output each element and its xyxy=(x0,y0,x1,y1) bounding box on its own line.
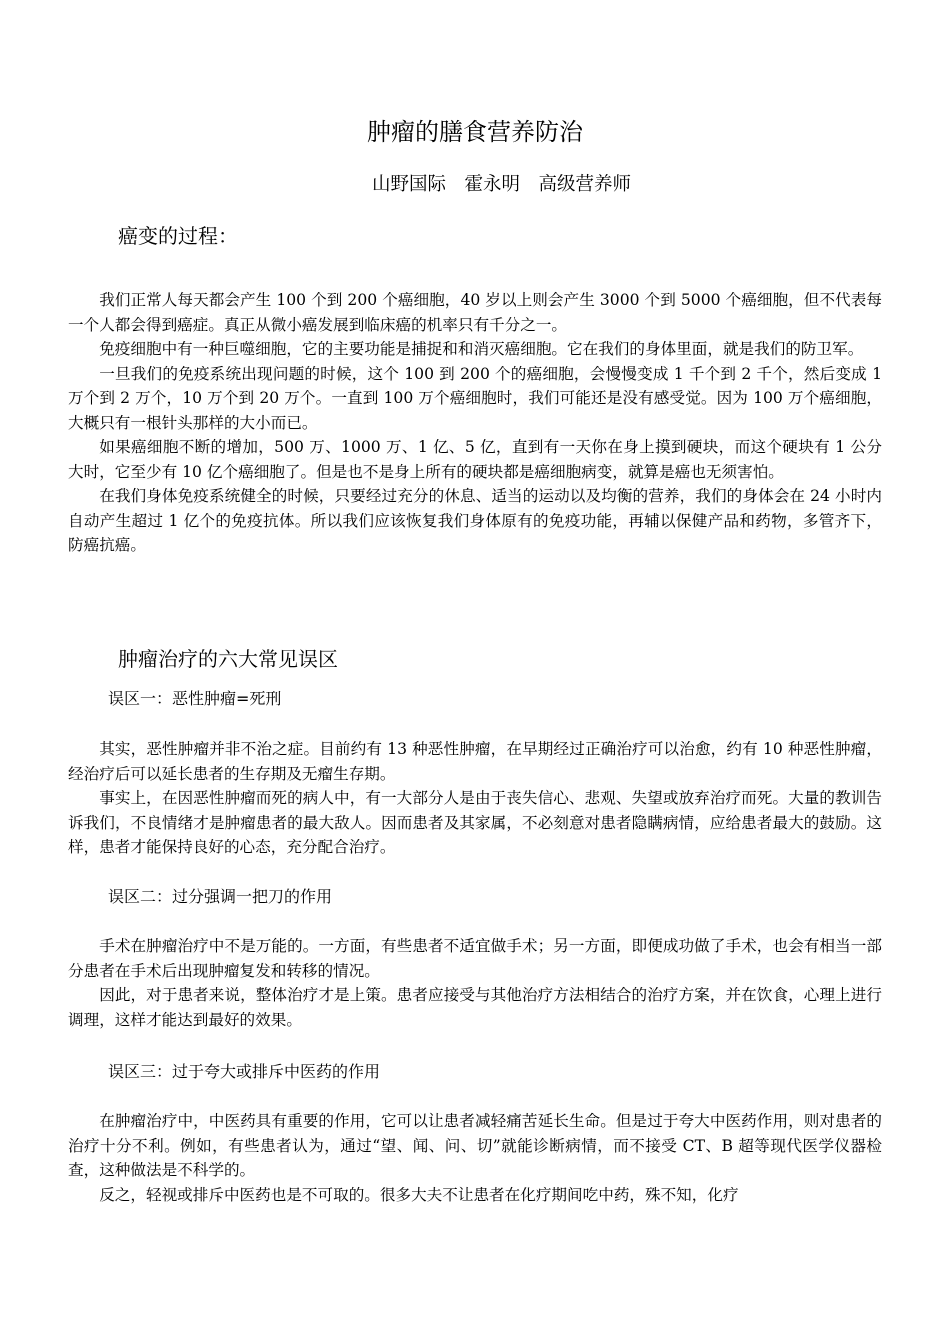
paragraph: 一旦我们的免疫系统出现问题的时候，这个 100 到 200 个的癌细胞，会慢慢变成 1 千个到 2 千个，然后变成 1 万个到 2 万个，10 万个到 20 万个。一直到 100 万个癌细胞时，我们可能还是没有感受觉。因为 100 万个癌细胞，大概只有一根针头那样的大小而已。 xyxy=(68,364,882,432)
misconception-1-heading: 误区一：恶性肿瘤=死刑 xyxy=(108,689,282,708)
carcinogenesis-body xyxy=(68,288,882,558)
paragraph: 我们正常人每天都会产生 100 个到 200 个癌细胞，40 岁以上则会产生 3000 个到 5000 个癌细胞，但不代表每一个人都会得到癌症。真正从微小癌发展到临床癌的机率只有千分之一。 xyxy=(68,291,882,334)
paragraph: 反之，轻视或排斥中医药也是不可取的。很多大夫不让患者在化疗期间吃中药，殊不知，化疗 xyxy=(99,1185,739,1204)
section-heading-misconceptions: 肿瘤治疗的六大常见误区 xyxy=(118,647,338,671)
misconception-3-heading: 误区三：过于夸大或排斥中医药的作用 xyxy=(108,1062,381,1081)
paragraph: 如果癌细胞不断的增加，500 万、1000 万、1 亿、5 亿，直到有一天你在身上摸到硬块，而这个硬块有 1 公分大时，它至少有 10 亿个癌细胞了。但是也不是身上所有的硬块都是癌细胞病变，就算是癌也无须害怕。 xyxy=(68,438,882,481)
misconception-2-body xyxy=(68,934,882,1032)
misconception-2-heading: 误区二：过分强调一把刀的作用 xyxy=(108,887,333,906)
paragraph: 因此，对于患者来说，整体治疗才是上策。患者应接受与其他治疗方法相结合的治疗方案，并在饮食，心理上进行调理，这样才能达到最好的效果。 xyxy=(68,986,882,1029)
misconception-3-body xyxy=(68,1109,882,1207)
paragraph: 在我们身体免疫系统健全的时候，只要经过充分的休息、适当的运动以及均衡的营养，我们的身体会在 24 小时内自动产生超过 1 亿个的免疫抗体。所以我们应该恢复我们身体原有的免疫功能，再辅以保健产品和药物，多管齐下，防癌抗癌。 xyxy=(68,487,882,554)
misconception-1-body xyxy=(68,737,882,860)
paragraph: 其实，恶性肿瘤并非不治之症。目前约有 13 种恶性肿瘤，在早期经过正确治疗可以治愈，约有 10 种恶性肿瘤，经治疗后可以延长患者的生存期及无瘤生存期。 xyxy=(68,740,882,783)
paragraph: 免疫细胞中有一种巨噬细胞，它的主要功能是捕捉和和消灭癌细胞。它在我们的身体里面，就是我们的防卫军。 xyxy=(99,340,864,358)
paragraph: 事实上，在因恶性肿瘤而死的病人中，有一大部分人是由于丧失信心、悲观、失望或放弃治疗而死。大量的教训告诉我们，不良情绪才是肿瘤患者的最大敌人。因而患者及其家属，不必刻意对患者隐瞒病情，应给患者最大的鼓励。这样，患者才能保持良好的心态，充分配合治疗。 xyxy=(68,789,882,856)
section-heading-carcinogenesis: 癌变的过程： xyxy=(118,224,238,248)
paragraph: 在肿瘤治疗中，中医药具有重要的作用，它可以让患者减轻痛苦延长生命。但是过于夸大中医药作用，则对患者的治疗十分不利。例如，有些患者认为，通过“望、闻、问、切”就能诊断病情，而不接受 CT、B 超等现代医学仪器检查，这种做法是不科学的。 xyxy=(68,1112,882,1179)
author-byline: 山野国际 霍永明 高级营养师 xyxy=(372,174,632,195)
document-title: 肿瘤的膳食营养防治 xyxy=(367,118,583,146)
paragraph: 手术在肿瘤治疗中不是万能的。一方面，有些患者不适宜做手术；另一方面，即便成功做了手术，也会有相当一部分患者在手术后出现肿瘤复发和转移的情况。 xyxy=(68,937,882,980)
